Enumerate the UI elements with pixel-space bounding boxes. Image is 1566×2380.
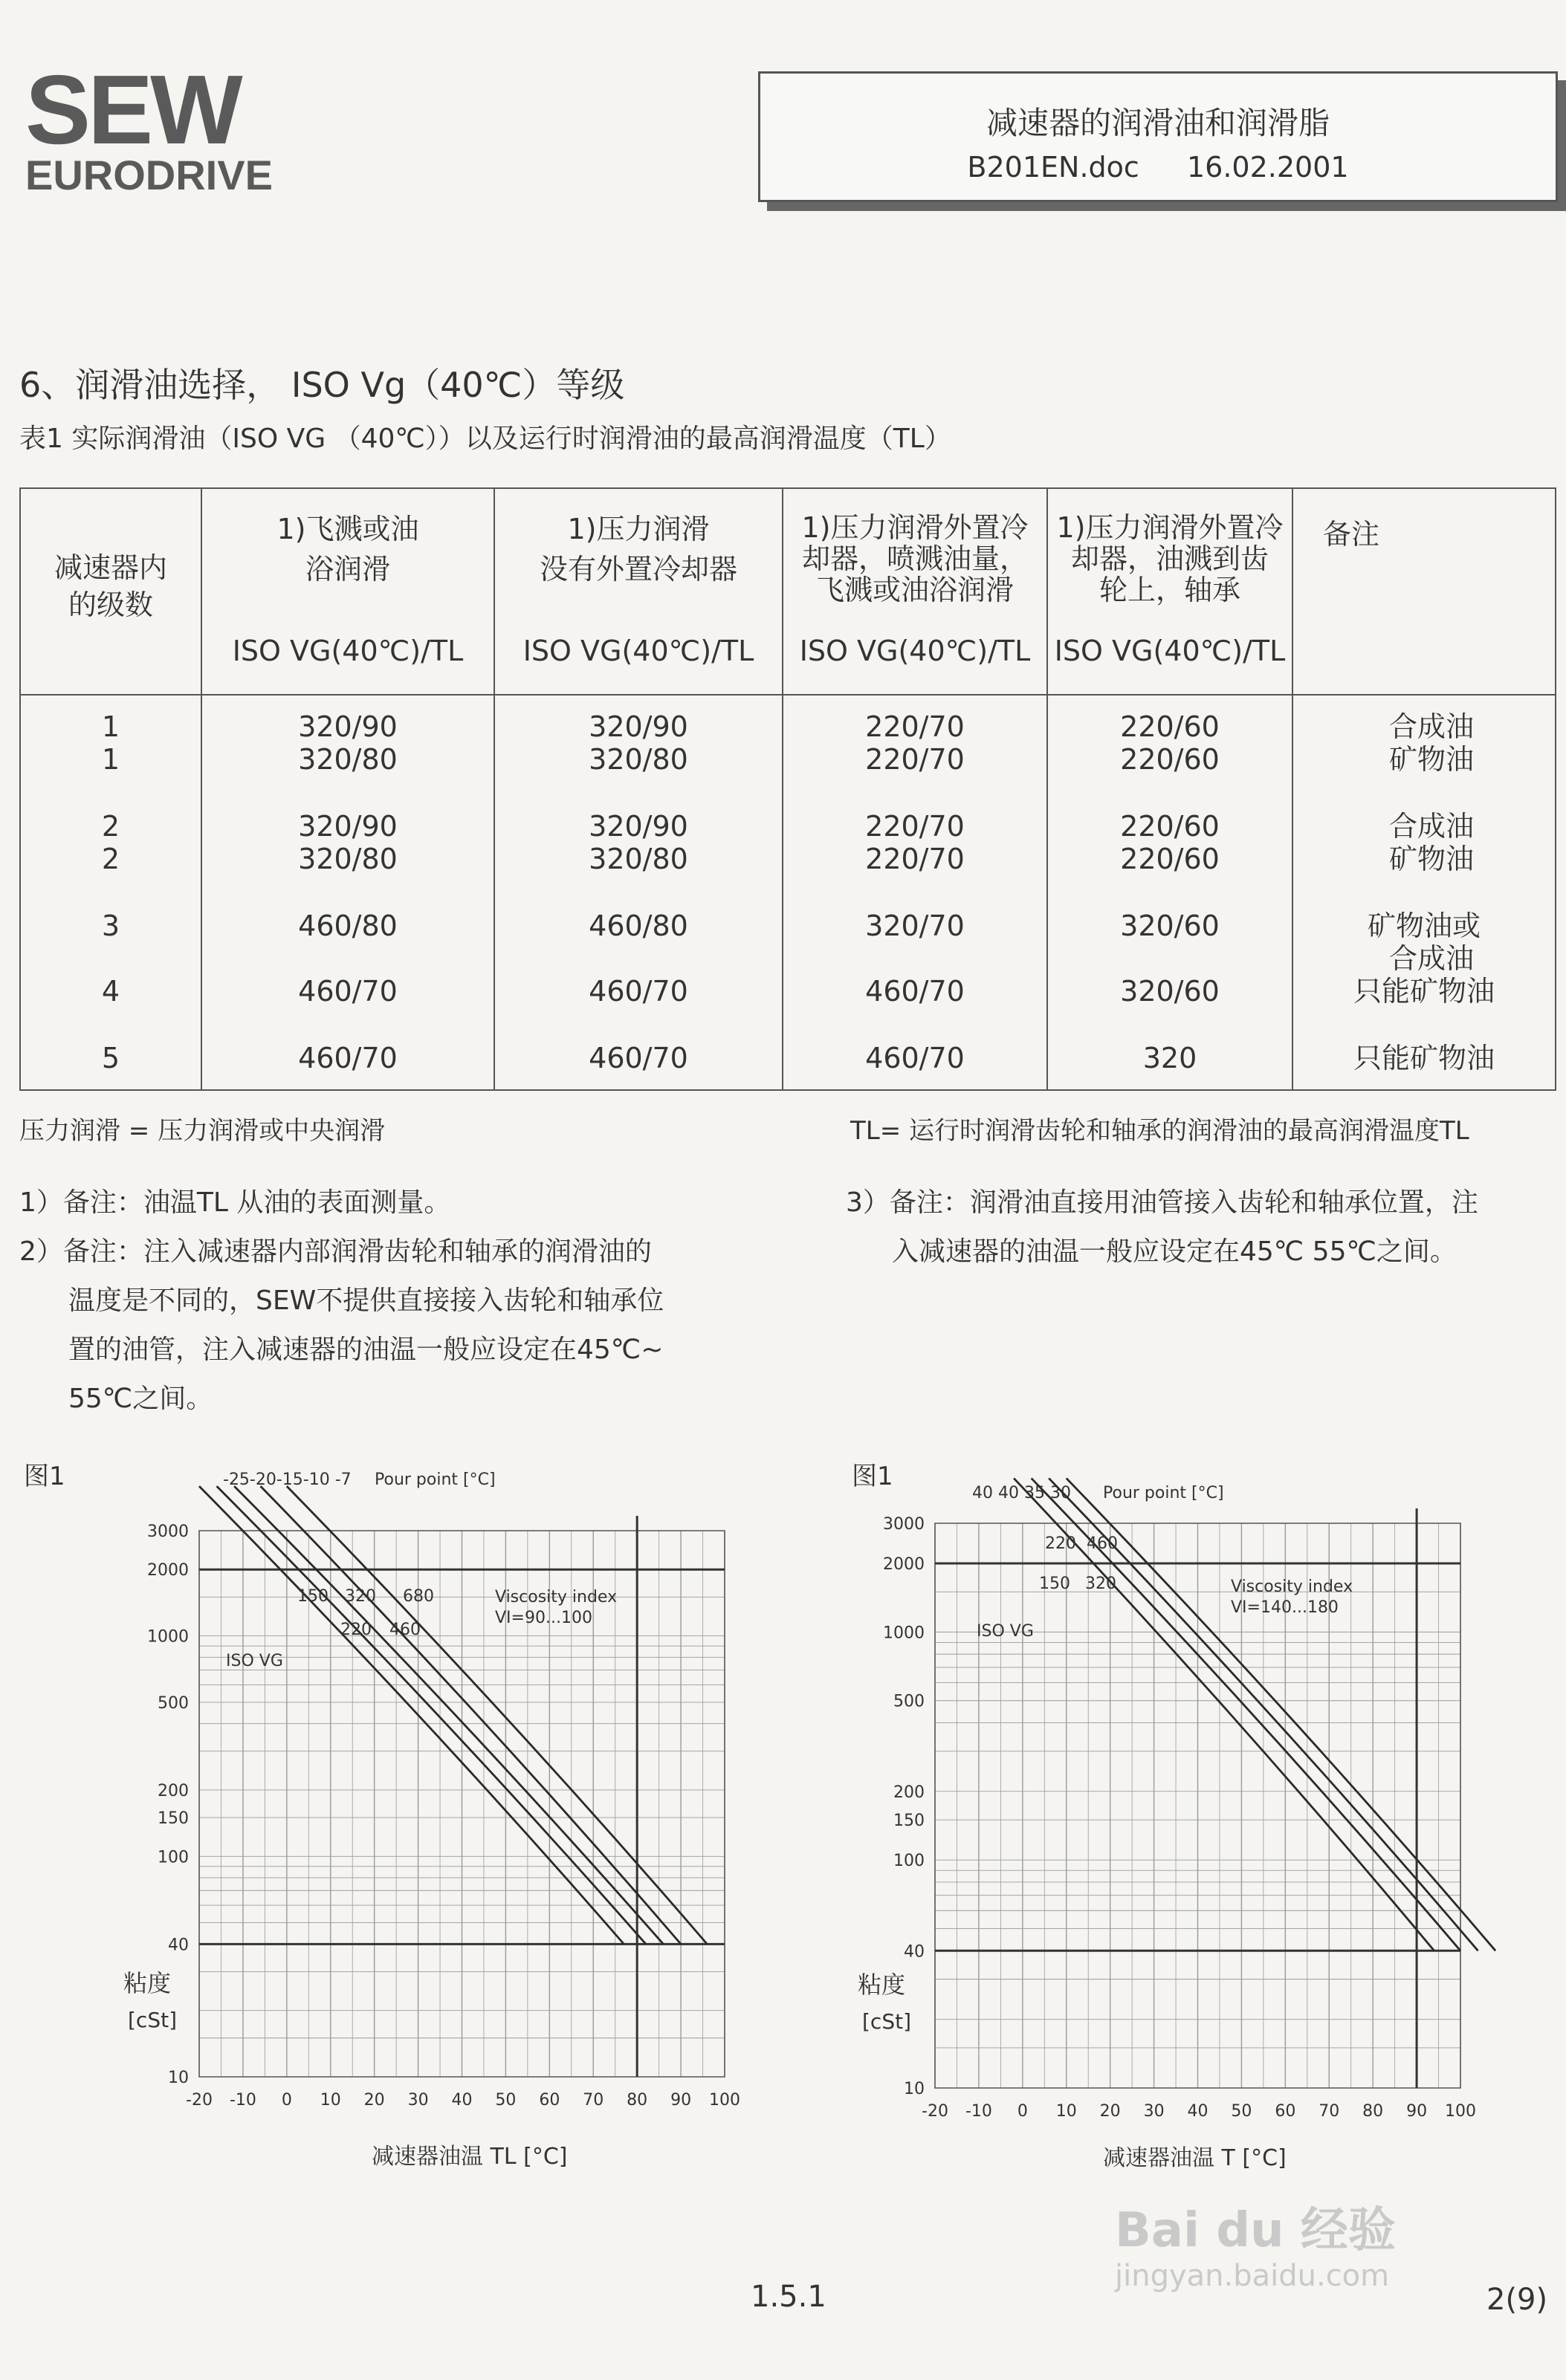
- page-section-number: 1.5.1: [751, 2280, 826, 2314]
- y-tick-label: 3000: [147, 1523, 189, 1541]
- x-tick-label: 80: [627, 2091, 648, 2110]
- table-cell: 320/60: [1120, 975, 1220, 1008]
- y-tick-label: 100: [893, 1852, 925, 1871]
- header-col2: [494, 488, 783, 695]
- curve-label: 320: [345, 1587, 376, 1606]
- table-cell: 460/70: [865, 1042, 965, 1074]
- x-tick-label: -20: [186, 2091, 213, 2110]
- viscosity-curve-460: [1067, 1478, 1495, 1951]
- x-tick-labels: [922, 2102, 1476, 2121]
- chart-grid: [199, 1531, 725, 2077]
- lubricant-table: [19, 487, 1556, 1091]
- column-stages: [20, 695, 201, 1090]
- table-cell: 320/60: [1120, 909, 1220, 942]
- curve-label: 220: [340, 1621, 372, 1639]
- x-tick-label: 50: [1231, 2102, 1252, 2121]
- y-axis-label: 粘度: [858, 1971, 906, 1999]
- document-meta: [760, 151, 1556, 184]
- x-tick-label: 50: [495, 2091, 517, 2110]
- viscosity-curve-460: [260, 1486, 681, 1944]
- header-stages: [20, 488, 201, 695]
- table-cell: 220/70: [865, 810, 965, 843]
- header-col4: [1047, 488, 1292, 695]
- x-axis-label: 减速器油温 TL [°C]: [372, 2144, 568, 2170]
- x-tick-label: 30: [1143, 2102, 1165, 2121]
- footnote-2-line2: 温度是不同的，SEW不提供直接接入齿轮和轴承位: [68, 1285, 664, 1316]
- table-cell: 220/60: [1120, 710, 1220, 743]
- page-number: 2(9): [1486, 2283, 1548, 2317]
- viscosity-curve-150: [1014, 1478, 1434, 1951]
- x-tick-label: 20: [1099, 2102, 1121, 2121]
- table-cell: 5: [101, 1042, 120, 1074]
- column-col4: [1047, 695, 1292, 1090]
- x-tick-label: 0: [1017, 2102, 1028, 2121]
- x-tick-label: -10: [965, 2102, 992, 2121]
- pour-point-values: -25-20-15-10 -7: [223, 1471, 352, 1489]
- table-cell: 1: [101, 743, 120, 776]
- footnote-2-line4: 55℃之间。: [68, 1384, 213, 1414]
- y-tick-label: 40: [904, 1942, 925, 1962]
- x-tick-labels: [186, 2091, 740, 2110]
- table-cell: 4: [101, 975, 120, 1008]
- column-col1: [201, 695, 494, 1090]
- viscosity-index-title: Viscosity index: [495, 1588, 618, 1606]
- tl-definition-note: TL= 运行时润滑齿轮和轴承的润滑油的最高润滑温度TL: [850, 1116, 1469, 1146]
- x-tick-label: 0: [281, 2091, 292, 2110]
- header-col1-line2: 浴润滑: [305, 553, 390, 586]
- x-tick-label: 10: [1055, 2102, 1077, 2121]
- table-cell: 320: [1142, 1042, 1197, 1074]
- table-cell: 只能矿物油: [1353, 1042, 1495, 1074]
- column-col3: [783, 695, 1047, 1090]
- header-col3-line3: 飞溅或油浴润滑: [815, 574, 1014, 606]
- y-tick-label: 150: [893, 1812, 925, 1831]
- x-tick-label: -20: [922, 2102, 948, 2121]
- baidu-watermark-url: jingyan.baidu.com: [1115, 2259, 1390, 2293]
- x-tick-label: 40: [1187, 2102, 1209, 2121]
- footnote-2-line1: 2）备注：注入减速器内部润滑齿轮和轴承的润滑油的: [19, 1236, 652, 1267]
- table-cell: 320/90: [298, 710, 398, 743]
- table-cell: 320/90: [589, 710, 688, 743]
- column-remarks: [1292, 695, 1556, 1090]
- pour-point-label: Pour point [°C]: [375, 1471, 496, 1489]
- table-cell: 460/70: [865, 975, 965, 1008]
- curve-label: 680: [403, 1587, 434, 1606]
- footnote-1: 1）备注：油温TL 从油的表面测量。: [19, 1187, 451, 1218]
- header-col1-line1: 1)飞溅或油: [276, 513, 419, 545]
- table-cell: 320/70: [865, 909, 965, 942]
- x-tick-label: 60: [539, 2091, 560, 2110]
- x-tick-label: 100: [1445, 2102, 1476, 2121]
- sew-eurodrive-logo: [25, 55, 278, 198]
- footnote-2-line3: 置的油管，注入减速器的油温一般应设定在45℃~: [68, 1335, 664, 1365]
- pressure-lubrication-note: 压力润滑 = 压力润滑或中央润滑: [19, 1116, 386, 1146]
- x-tick-label: 10: [320, 2091, 341, 2110]
- table-cell: 只能矿物油: [1353, 975, 1495, 1008]
- y-tick-label: 2000: [147, 1561, 189, 1580]
- table-cell: 3: [101, 909, 120, 942]
- viscosity-curve-150: [199, 1486, 624, 1944]
- table-cell: 460/80: [298, 909, 398, 942]
- table-cell: 320/90: [589, 810, 688, 843]
- figure-label: 图1: [24, 1462, 65, 1491]
- viscosity-index-range: VI=140...180: [1231, 1598, 1339, 1617]
- table-cell: 460/70: [589, 1042, 688, 1074]
- viscosity-index-title: Viscosity index: [1231, 1578, 1353, 1596]
- baidu-watermark: Bai du 经验: [1115, 2203, 1396, 2258]
- table-cell: 460/70: [298, 1042, 398, 1074]
- header-col3: [783, 488, 1047, 695]
- table-cell: 320/80: [589, 843, 688, 875]
- header-stages-line2: 的级数: [68, 588, 153, 621]
- curve-label: 460: [389, 1621, 421, 1639]
- iso-vg-label: ISO VG: [977, 1622, 1034, 1641]
- header-remarks-label: 备注: [1323, 518, 1380, 551]
- curve-label: 320: [1085, 1575, 1116, 1593]
- header-col1: [201, 488, 494, 695]
- table-cell: 合成油: [1388, 810, 1474, 843]
- header-col4-line2: 却器，油溅到齿: [1070, 542, 1269, 575]
- table-cell: 220/60: [1120, 743, 1220, 776]
- table-cell: 320/90: [298, 810, 398, 843]
- table-cell: 合成油: [1388, 942, 1474, 975]
- pour-point-label: Pour point [°C]: [1103, 1484, 1224, 1502]
- header-col3-line1: 1)压力润滑外置冷: [801, 511, 1029, 544]
- table-cell: 220/70: [865, 710, 965, 743]
- viscosity-curves: [199, 1486, 707, 1944]
- x-tick-label: 60: [1275, 2102, 1296, 2121]
- curve-label: 150: [297, 1587, 329, 1606]
- table-cell: 220/60: [1120, 843, 1220, 875]
- x-tick-label: 70: [1319, 2102, 1340, 2121]
- viscosity-curve-220: [217, 1486, 646, 1944]
- y-tick-label: 500: [158, 1693, 189, 1713]
- x-axis-label: 减速器油温 T [°C]: [1103, 2145, 1287, 2171]
- y-tick-label: 200: [158, 1781, 189, 1800]
- header-col3-iso: ISO VG(40℃)/TL: [799, 635, 1031, 667]
- logo-eurodrive: EURODRIVE: [25, 152, 273, 198]
- header-col2-line2: 没有外置冷却器: [539, 553, 737, 586]
- y-tick-label: 150: [158, 1809, 189, 1829]
- logo-sew: SEW: [25, 55, 240, 164]
- table-cell: 矿物油: [1388, 843, 1474, 875]
- y-tick-label: 1000: [883, 1624, 925, 1643]
- document-header-box: [758, 71, 1558, 202]
- x-tick-label: 20: [363, 2091, 385, 2110]
- document-date: 16.02.2001: [1187, 151, 1349, 184]
- x-tick-label: 40: [451, 2091, 473, 2110]
- y-tick-label: 100: [158, 1848, 189, 1867]
- header-col4-line1: 1)压力润滑外置冷: [1056, 511, 1284, 544]
- header-col2-iso: ISO VG(40℃)/TL: [522, 635, 754, 667]
- table-cell: 320/80: [589, 743, 688, 776]
- curve-label: 150: [1039, 1575, 1070, 1593]
- table-cell: 460/80: [589, 909, 688, 942]
- y-axis-unit: [cSt]: [862, 2009, 911, 2034]
- pour-point-values: 40 40 35 30: [972, 1484, 1071, 1502]
- chart-grid: [935, 1523, 1460, 2088]
- header-col4-iso: ISO VG(40℃)/TL: [1054, 635, 1286, 667]
- iso-vg-label: ISO VG: [226, 1652, 283, 1670]
- y-axis-unit: [cSt]: [128, 2008, 177, 2032]
- viscosity-index-range: VI=90...100: [495, 1609, 592, 1627]
- table-cell: 220/70: [865, 843, 965, 875]
- y-tick-label: 2000: [883, 1555, 925, 1575]
- table-cell: 220/70: [865, 743, 965, 776]
- x-tick-label: 90: [670, 2091, 692, 2110]
- table-cell: 320/80: [298, 743, 398, 776]
- section-title: 6、润滑油选择， ISO Vg（40℃）等级: [19, 365, 625, 405]
- header-col4-line3: 轮上，轴承: [1099, 574, 1240, 606]
- y-tick-label: 1000: [147, 1627, 189, 1647]
- document-filename: B201EN.doc: [967, 151, 1139, 184]
- table-cell: 2: [101, 843, 120, 875]
- footnote-3-line2: 入减速器的油温一般应设定在45℃ 55℃之间。: [892, 1236, 1457, 1267]
- y-tick-label: 200: [893, 1783, 925, 1802]
- x-tick-label: 100: [709, 2091, 740, 2110]
- viscosity-curve-320: [234, 1486, 663, 1944]
- y-axis-label: 粘度: [123, 1969, 172, 1997]
- table-cell: 460/70: [589, 975, 688, 1008]
- footnote-3-line1: 3）备注：润滑油直接用油管接入齿轮和轴承位置，注: [846, 1187, 1478, 1218]
- header-col1-iso: ISO VG(40℃)/TL: [232, 635, 464, 667]
- curve-label: 460: [1087, 1534, 1118, 1553]
- x-tick-label: -10: [229, 2091, 256, 2110]
- figure-label: 图1: [852, 1462, 893, 1491]
- curve-label: 220: [1045, 1534, 1076, 1553]
- y-tick-label: 10: [904, 2080, 925, 2098]
- viscosity-chart-right: [832, 1449, 1566, 2192]
- y-tick-label: 500: [893, 1692, 925, 1711]
- viscosity-curve-680: [287, 1486, 708, 1944]
- x-tick-label: 80: [1362, 2102, 1384, 2121]
- table-caption: 表1 实际润滑油（ISO VG （40℃））以及运行时润滑油的最高润滑温度（TL）: [19, 424, 951, 454]
- header-remarks: [1292, 488, 1556, 695]
- table-cell: 220/60: [1120, 810, 1220, 843]
- viscosity-chart-left: [0, 1449, 788, 2192]
- document-title: 减速器的润滑油和润滑脂: [986, 105, 1330, 141]
- header-stages-line1: 减速器内: [54, 551, 167, 584]
- table-cell: 矿物油或: [1367, 909, 1481, 942]
- x-tick-label: 30: [407, 2091, 429, 2110]
- header-col2-line1: 1)压力润滑: [567, 513, 710, 545]
- table-cell: 320/80: [298, 843, 398, 875]
- table-cell: 2: [101, 810, 120, 843]
- table-cell: 合成油: [1388, 710, 1474, 743]
- header-col3-line2: 却器，喷溅油量，: [801, 542, 1028, 575]
- column-col2: [494, 695, 783, 1090]
- table-cell: 1: [101, 710, 120, 743]
- y-tick-label: 3000: [883, 1515, 925, 1534]
- y-tick-label: 40: [168, 1936, 189, 1955]
- x-tick-label: 90: [1406, 2102, 1428, 2121]
- y-tick-labels: [147, 1523, 189, 2087]
- table-cell: 460/70: [298, 975, 398, 1008]
- table-cell: 矿物油: [1388, 743, 1474, 776]
- y-tick-label: 10: [168, 2069, 189, 2087]
- x-tick-label: 70: [583, 2091, 604, 2110]
